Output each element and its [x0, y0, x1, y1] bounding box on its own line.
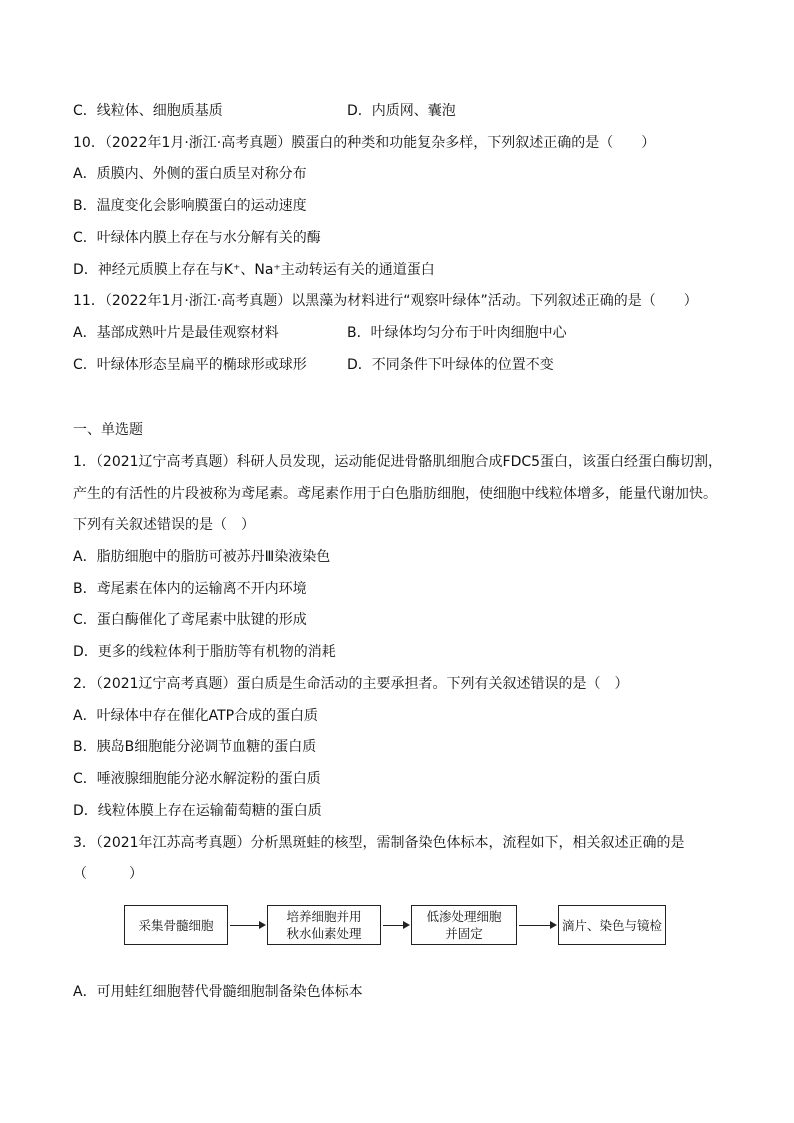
q2-option-d: D．线粒体膜上存在运输葡萄糖的蛋白质	[73, 803, 322, 819]
q2-option-c: C．唾液腺细胞能分泌水解淀粉的蛋白质	[73, 771, 321, 787]
section-title: 一、单选题	[73, 422, 143, 438]
q3-stem-line1: 3．（2021年江苏高考真题）分析黑斑蛙的核型，需制备染色体标本，流程如下，相关叙述正确的是	[73, 835, 685, 851]
flow-step-3: 低渗处理细胞 并固定	[411, 905, 517, 945]
q2-option-a: A．叶绿体中存在催化ATP合成的蛋白质	[73, 708, 319, 724]
q10-option-a: A．质膜内、外侧的蛋白质呈对称分布	[73, 166, 307, 182]
q1-option-b: B．鸢尾素在体内的运输离不开内环境	[73, 581, 307, 597]
flow-arrow-1	[230, 925, 264, 926]
flow-arrow-3	[519, 925, 555, 926]
q10-option-c: C．叶绿体内膜上存在与水分解有关的酶	[73, 230, 321, 246]
flow-step-1: 采集骨髓细胞	[124, 905, 228, 945]
q11-option-b: B．叶绿体均匀分布于叶肉细胞中心	[347, 325, 567, 341]
q3-option-a: A．可用蛙红细胞替代骨髓细胞制备染色体标本	[73, 984, 363, 1000]
q10-option-b: B．温度变化会影响膜蛋白的运动速度	[73, 198, 307, 214]
q1-option-a: A．脂肪细胞中的脂肪可被苏丹Ⅲ染液染色	[73, 549, 331, 565]
q11-option-d: D．不同条件下叶绿体的位置不变	[347, 357, 554, 373]
q10-stem: 10．（2022年1月·浙江·高考真题）膜蛋白的种类和功能复杂多样，下列叙述正确的是（ ）	[73, 135, 656, 151]
flow-arrow-2	[383, 925, 408, 926]
flow-step-2: 培养细胞并用 秋水仙素处理	[267, 905, 381, 945]
q1-stem-line1: 1．（2021辽宁高考真题）科研人员发现，运动能促进骨骼肌细胞合成FDC5蛋白，该蛋白经蛋白酶切割，	[73, 454, 723, 470]
q1-stem-line2: 产生的有活性的片段被称为鸢尾素。鸢尾素作用于白色脂肪细胞，使细胞中线粒体增多，能量代谢加快。	[73, 486, 717, 502]
q3-stem-line2: （ ）	[73, 866, 143, 882]
q10-option-d: D．神经元质膜上存在与K⁺、Na⁺主动转运有关的通道蛋白	[73, 262, 435, 278]
q9-option-c: C．线粒体、细胞质基质	[73, 103, 223, 119]
q1-option-d: D．更多的线粒体利于脂肪等有机物的消耗	[73, 644, 336, 660]
q9-option-d: D．内质网、囊泡	[347, 103, 456, 119]
q1-stem-line3: 下列有关叙述错误的是（ ）	[73, 517, 255, 533]
q11-stem: 11．（2022年1月·浙江·高考真题）以黑藻为材料进行“观察叶绿体”活动。下列叙述正确的是（ ）	[73, 293, 698, 309]
q11-option-a: A．基部成熟叶片是最佳观察材料	[73, 325, 279, 341]
q11-option-c: C．叶绿体形态呈扁平的椭球形或球形	[73, 357, 307, 373]
flow-step-4: 滴片、染色与镜检	[558, 905, 666, 945]
q2-option-b: B．胰岛B细胞能分泌调节血糖的蛋白质	[73, 739, 317, 755]
q1-option-c: C．蛋白酶催化了鸢尾素中肽键的形成	[73, 612, 307, 628]
q2-stem: 2．（2021辽宁高考真题）蛋白质是生命活动的主要承担者。下列有关叙述错误的是（ ）	[73, 676, 629, 692]
